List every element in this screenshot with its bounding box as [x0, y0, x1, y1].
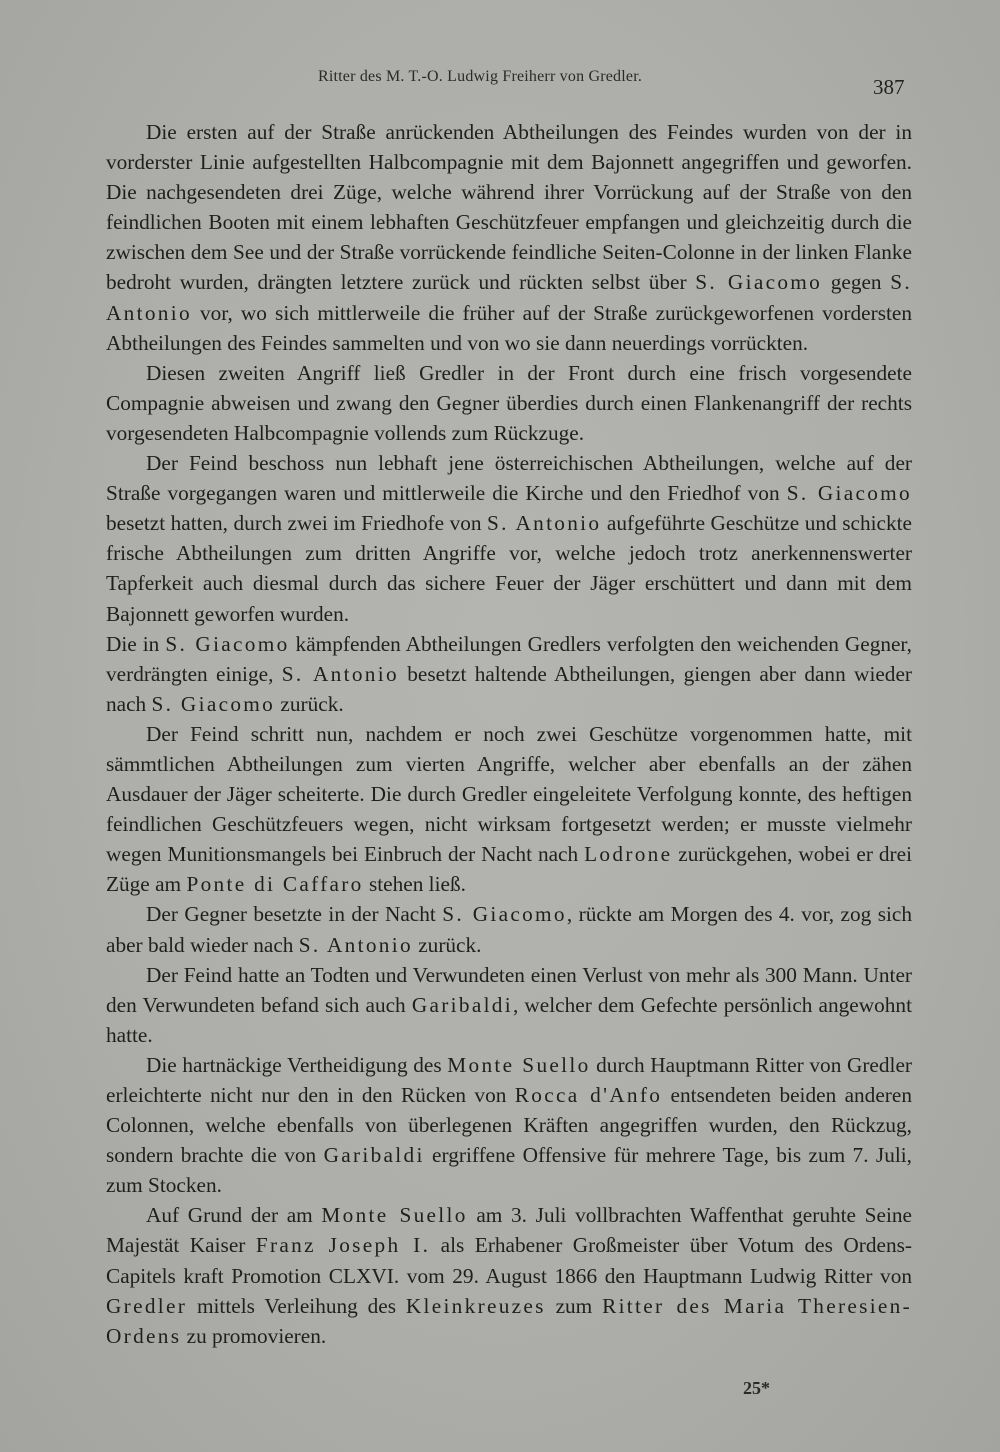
text-run: stehen ließ.: [363, 872, 466, 897]
paragraph: [106, 448, 912, 629]
text-run: durch Hauptmann Ritter von Gredler erleichterte nicht nur den in den Rücken von: [106, 1052, 912, 1107]
text-run: mittels Verleihung des: [187, 1293, 406, 1318]
page-number: 387: [873, 75, 905, 99]
spaced-name: S. Antonio: [106, 270, 912, 325]
spaced-name: Franz Joseph I.: [255, 1233, 431, 1258]
text-run: Auf Grund der am: [146, 1203, 322, 1228]
spaced-name: S. Giacomo: [695, 270, 823, 295]
spaced-name: Monte Suello: [321, 1203, 468, 1228]
spaced-name: S. Antonio: [298, 932, 413, 957]
text-run: Die in: [106, 631, 166, 656]
text-run: , welcher dem Gefechte persönlich angewohnt hatte.: [106, 992, 912, 1047]
text-run: zum: [545, 1293, 603, 1318]
spaced-name: S. Antonio: [487, 511, 602, 536]
spaced-name: Rocca d'Anfo: [514, 1083, 663, 1107]
text-run: Diesen zweiten Angriff ließ Gredler in der Front durch eine frisch vorgesendete Compagnie abweisen und zwang den Gegner überdies durch einen Flankenangriff der rechts vorgesendeten Halbcompagnie vollends zum Rückzuge.: [106, 360, 912, 445]
spaced-name: S. Antonio: [281, 661, 399, 686]
spaced-name: Garibaldi: [411, 992, 513, 1017]
spaced-name: Garibaldi: [323, 1143, 425, 1168]
paragraph: [106, 629, 912, 719]
paragraph: [106, 719, 912, 900]
text-run: besetzt hatten, durch zwei im Friedhofe von: [106, 511, 488, 536]
text-run: zurückgehen, wobei er drei Züge am: [106, 842, 912, 897]
text-run: vor, wo sich mittlerweile die früher auf der Straße zurückgeworfenen vordersten Abtheilungen des Feindes sammelten und von wo sie dann neuerdings vorrückten.: [106, 300, 912, 355]
signature-mark: 25*: [743, 1378, 770, 1398]
text-run: aufgeführte Geschütze und schickte frische Abtheilungen zum dritten Angriffe vor, welche jedoch trotz anerkennenswerter Tapferkeit auch diesmal durch das sichere Feuer der Jäger erschüttert und dann mit dem Bajonnett geworfen wurden.: [106, 511, 912, 626]
spaced-name: S. Giacomo: [151, 691, 276, 716]
spaced-name: Ritter des Maria Theresien-Ordens: [106, 1293, 913, 1348]
paragraph: [106, 1200, 912, 1350]
text-run: besetzt haltende Abtheilungen, giengen aber dann wieder nach: [106, 661, 913, 716]
spaced-name: Monte Suello: [447, 1052, 591, 1077]
text-run: zurück.: [412, 932, 482, 957]
text-run: ergriffene Offensive für mehrere Tage, bis zum 7. Juli, zum Stocken.: [106, 1143, 912, 1198]
body-text: [106, 117, 912, 1351]
paragraph: [106, 1050, 912, 1200]
text-run: Der Feind schritt nun, nachdem er noch zwei Geschütze vorgenommen hatte, mit sämmtlichen Abtheilungen zum vierten Angriffe, welcher aber ebenfalls an der zähen Ausdauer der Jäger scheiterte. Die durch Gredler eingeleitete Verfolgung konnte, des heftigen feindlichen Geschützfeuers wegen, nicht wirksam fortgesetzt werden; er musste vielmehr wegen Munitionsmangels bei Einbruch der Nacht nach: [106, 721, 912, 867]
text-run: , rückte am Morgen des 4. vor, zog sich aber bald wieder nach: [106, 902, 912, 957]
spaced-name: Ponte di Caffaro: [186, 872, 364, 897]
paragraph: [106, 358, 912, 448]
text-run: zu promovieren.: [181, 1323, 327, 1348]
spaced-name: Kleinkreuzes: [405, 1293, 546, 1318]
spaced-name: S. Giacomo: [442, 902, 567, 927]
text-run: zurück.: [275, 691, 344, 716]
running-head: Ritter des M. T.-O. Ludwig Freiherr von Gredler.: [318, 68, 643, 85]
spaced-name: Gredler: [106, 1293, 188, 1318]
text-run: gegen: [822, 270, 891, 295]
spaced-name: Lodrone: [584, 842, 673, 867]
text-run: Die ersten auf der Straße anrückenden Abtheilungen des Feindes wurden von der in vorderster Linie aufgestellten Halbcompagnie mit dem Bajonnett angegriffen und geworfen. Die nachgesendeten drei Züge, welche während ihrer Vorrückung auf der Straße von den feindlichen Booten mit einem lebhaften Geschützfeuer empfangen und gleichzeitig durch die zwischen dem See und der Straße vorrückende feindliche Seiten-Colonne in der linken Flanke bedroht wurden, drängten letztere zurück und rückten selbst über: [106, 120, 912, 295]
text-run: Der Feind hatte an Todten und Verwundeten einen Verlust von mehr als 300 Mann. Unter den Verwundeten befand sich auch: [106, 962, 912, 1017]
text-run: Der Gegner besetzte in der Nacht: [146, 902, 443, 927]
spaced-name: S. Giacomo: [165, 631, 290, 656]
text-run: kämpfenden Abtheilungen Gredlers verfolgten den weichenden Gegner, verdrängten einige,: [106, 631, 913, 686]
text-run: entsendeten beiden anderen Colonnen, welche ebenfalls von überlegenen Kräften angegriffen wurden, den Rückzug, sondern brachte die von: [106, 1083, 912, 1168]
text-run: Der Feind beschoss nun lebhaft jene österreichischen Abtheilungen, welche auf der Straße vorgegangen waren und mittlerweile die Kirche und den Friedhof von: [106, 451, 912, 506]
text-run: Die hartnäckige Vertheidigung des: [146, 1052, 448, 1077]
paragraph: [106, 960, 912, 1050]
paragraph: [106, 899, 912, 959]
text-run: am 3. Juli vollbrachten Waffenthat geruhte Seine Majestät Kaiser: [106, 1203, 912, 1258]
paragraph: [106, 117, 912, 358]
text-run: als Erhabener Großmeister über Votum des Ordens-Capitels kraft Promotion CLXVI. vom 29. August 1866 den Hauptmann Ludwig Ritter von: [106, 1233, 912, 1288]
spaced-name: S. Giacomo: [786, 481, 912, 506]
